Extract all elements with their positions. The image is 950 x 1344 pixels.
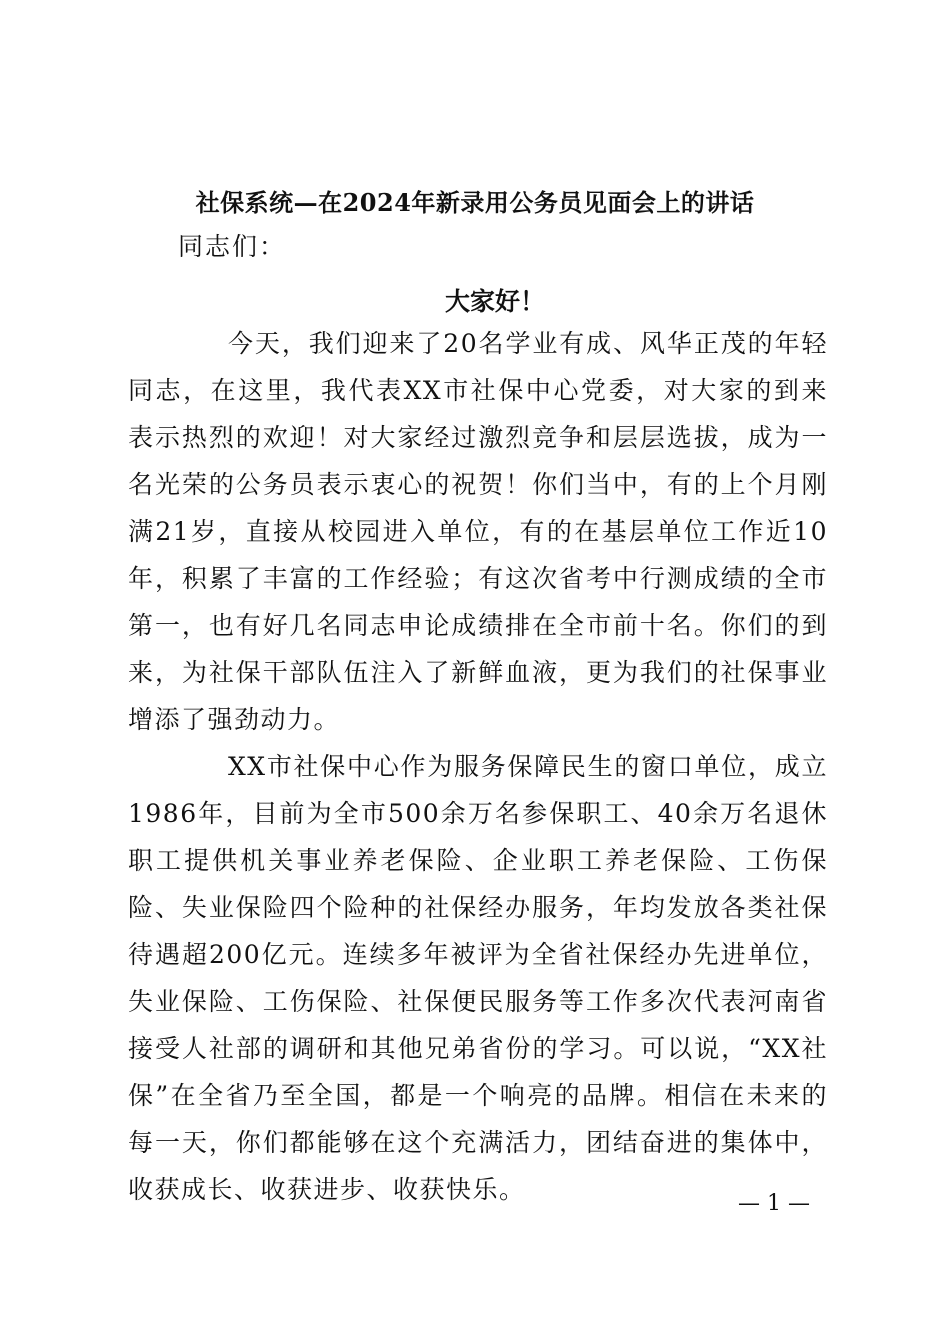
document-title: 社保系统—在2024年新录用公务员见面会上的讲话 — [195, 188, 755, 217]
speech-body — [128, 320, 828, 1213]
salutation: 同志们： — [178, 232, 287, 261]
page-number: — 1 — — [738, 1191, 810, 1216]
paragraph-1: 今天，我们迎来了20名学业有成、风华正茂的年轻同志，在这里，我代表XX市社保中心党委，对大家的到来表示热烈的欢迎！对大家经过激烈竞争和层层选拔，成为一名光荣的公务员表示衷心的祝贺！你们当中，有的上个月刚满21岁，直接从校园进入单位，有的在基层单位工作近10年，积累了丰富的工作经验；有这次省考中行测成绩的全市第一，也有好几名同志申论成绩排在全市前十名。你们的到来，为社保干部队伍注入了新鲜血液，更为我们的社保事业增添了强劲动力。 — [128, 329, 828, 734]
paragraph-2: XX市社保中心作为服务保障民生的窗口单位，成立1986年，目前为全市500余万名参保职工、40余万名退休职工提供机关事业养老保险、企业职工养老保险、工伤保险、失业保险四个险种的社保经办服务，年均发放各类社保待遇超200亿元。连续多年被评为全省社保经办先进单位，失业保险、工伤保险、社保便民服务等工作多次代表河南省接受人社部的调研和其他兄弟省份的学习。可以说，“XX社保”在全省乃至全国，都是一个响亮的品牌。相信在未来的每一天，你们都能够在这个充满活力，团结奋进的集体中，收获成长、收获进步、收获快乐。 — [128, 752, 828, 1204]
greeting: 大家好！ — [444, 287, 545, 316]
